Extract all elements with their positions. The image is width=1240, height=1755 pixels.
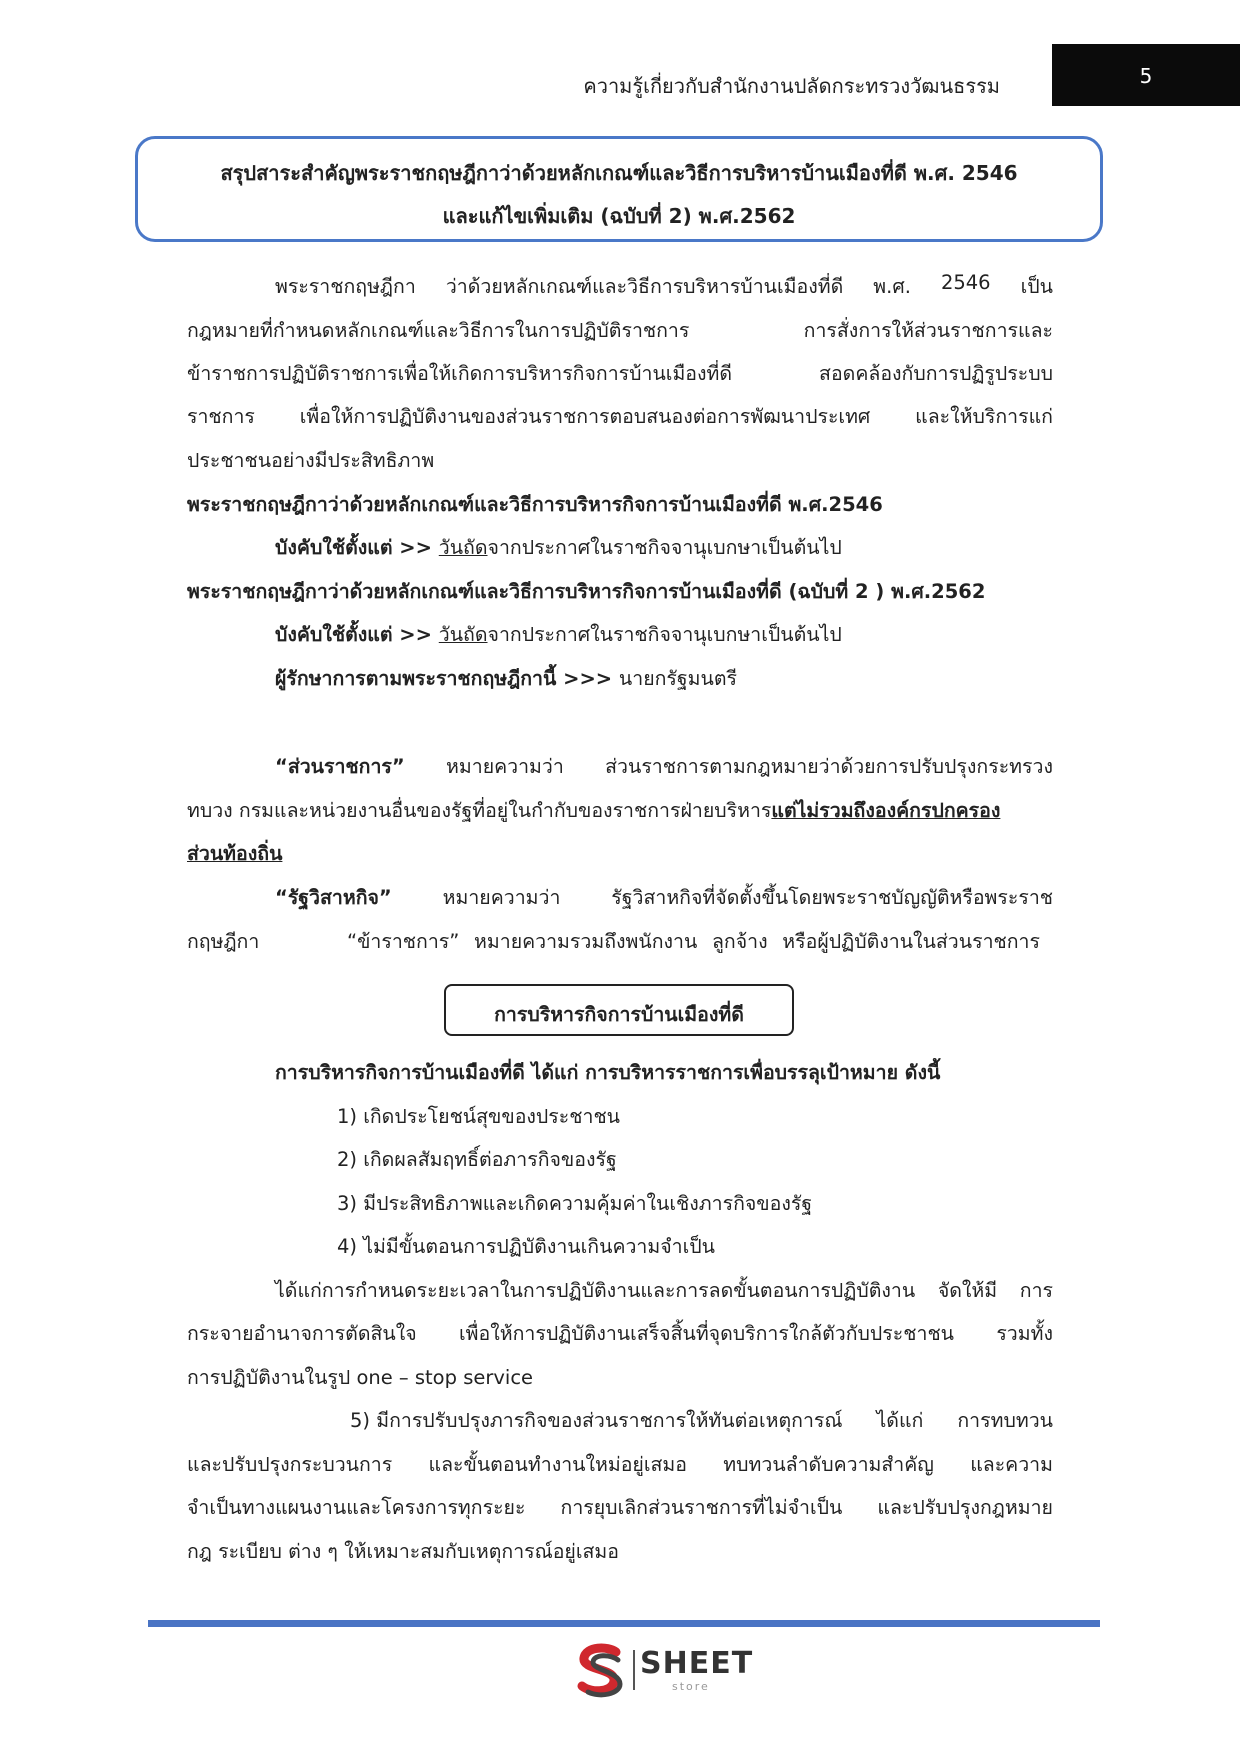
definition-2-line-1: “รัฐวิสาหกิจ” หมายความว่า รัฐวิสาหกิจที่จัดตั้งขึ้นโดยพระราชบัญญัติหรือพระราช: [275, 886, 1053, 909]
list-item: 1) เกิดประโยชน์สุขของประชาชน: [337, 1105, 621, 1128]
title-line-1: สรุปสาระสำคัญพระราชกฤษฎีกาว่าด้วยหลักเกณฑ์และวิธีการบริหารบ้านเมืองที่ดี พ.ศ. 2546: [220, 161, 1018, 185]
page-number: 5: [1139, 64, 1153, 88]
definition-1-line-2: ทบวง กรมและหน่วยงานอื่นของรัฐที่อยู่ในกำกับของราชการฝ่ายบริหารแต่ไม่รวมถึงองค์กรปกครอง: [187, 799, 1001, 822]
sheet-store-logo-icon: [572, 1642, 630, 1700]
decree2-effective: บังคับใช้ตั้งแต่ >> วันถัดจากประกาศในราชกิจจานุเบกษาเป็นต้นไป: [275, 623, 842, 646]
footer-rule: [148, 1620, 1100, 1627]
logo-separator: [633, 1650, 635, 1690]
item-5-line-4: กฎ ระเบียบ ต่าง ๆ ให้เหมาะสมกับเหตุการณ์อยู่เสมอ: [187, 1540, 619, 1563]
definition-1-line-3: ส่วนท้องถิ่น: [187, 842, 283, 865]
definition-2-line-2: กฤษฎีกา: [187, 930, 260, 953]
definition-1-line-1: “ส่วนราชการ” หมายความว่า ส่วนราชการตามกฎหมายว่าด้วยการปรับปรุงกระทรวง: [275, 755, 1053, 778]
item-5-line-3: จำเป็นทางแผนงานและโครงการทุกระยะ การยุบเลิกส่วนราชการที่ไม่จำเป็น และปรับปรุงกฎหมาย: [187, 1496, 1053, 1519]
intro-line-3: ข้าราชการปฏิบัติราชการเพื่อให้เกิดการบริหารกิจการบ้านเมืองที่ดี สอดคล้องกับการปฏิรูประบบ: [187, 362, 1053, 385]
logo-text: SHEET: [640, 1646, 754, 1681]
list-item: 3) มีประสิทธิภาพและเกิดความคุ้มค่าในเชิงภารกิจของรัฐ: [337, 1192, 813, 1215]
list-item: 4) ไม่มีขั้นตอนการปฏิบัติงานเกินความจำเป็น: [337, 1235, 715, 1258]
item-5-line-1: 5) มีการปรับปรุงภารกิจของส่วนราชการให้ทันต่อเหตุการณ์ ได้แก่ การทบทวน: [350, 1409, 1053, 1432]
intro-line-4: ราชการ เพื่อให้การปฏิบัติงานของส่วนราชการตอบสนองต่อการพัฒนาประเทศ และให้บริการแก่: [187, 405, 1053, 428]
running-header: ความรู้เกี่ยวกับสำนักงานปลัดกระทรวงวัฒนธรรม: [583, 74, 1000, 98]
intro-line-2: กฎหมายที่กำหนดหลักเกณฑ์และวิธีการในการปฏิบัติราชการ การสั่งการให้ส่วนราชการและ: [187, 319, 1053, 342]
paragraph-4-line-3: การปฏิบัติงานในรูป one – stop service: [187, 1366, 534, 1389]
definition-3: “ข้าราชการ” หมายความรวมถึงพนักงาน ลูกจ้าง หรือผู้ปฏิบัติงานในส่วนราชการ: [347, 930, 1040, 953]
paragraph-4-line-1: ได้แก่การกำหนดระยะเวลาในการปฏิบัติงานและการลดขั้นตอนการปฏิบัติงาน จัดให้มี การ: [275, 1279, 1053, 1302]
decree2-heading: พระราชกฤษฎีกาว่าด้วยหลักเกณฑ์และวิธีการบริหารกิจการบ้านเมืองที่ดี (ฉบับที่ 2 ) พ.ศ.2562: [187, 580, 986, 603]
section-lead: การบริหารกิจการบ้านเมืองที่ดี ได้แก่ การบริหารราชการเพื่อบรรลุเป้าหมาย ดังนี้: [275, 1061, 941, 1084]
title-line-2: และแก้ไขเพิ่มเติม (ฉบับที่ 2) พ.ศ.2562: [442, 204, 796, 228]
section-title: การบริหารกิจการบ้านเมืองที่ดี: [494, 1003, 744, 1026]
logo-subtext: store: [672, 1680, 710, 1693]
list-item: 2) เกิดผลสัมฤทธิ์ต่อภารกิจของรัฐ: [337, 1148, 617, 1171]
decree1-effective: บังคับใช้ตั้งแต่ >> วันถัดจากประกาศในราชกิจจานุเบกษาเป็นต้นไป: [275, 536, 842, 559]
decree2-caretaker: ผู้รักษาการตามพระราชกฤษฎีกานี้ >>> นายกรัฐมนตรี: [275, 667, 737, 690]
intro-line-1: พระราชกฤษฎีกา ว่าด้วยหลักเกณฑ์และวิธีการบริหารบ้านเมืองที่ดี พ.ศ. 2546 เป็น: [275, 271, 1053, 298]
paragraph-4-line-2: กระจายอำนาจการตัดสินใจ เพื่อให้การปฏิบัติงานเสร็จสิ้นที่จุดบริการใกล้ตัวกับประชาชน รวมทั้ง: [187, 1322, 1053, 1345]
decree1-heading: พระราชกฤษฎีกาว่าด้วยหลักเกณฑ์และวิธีการบริหารกิจการบ้านเมืองที่ดี พ.ศ.2546: [187, 493, 883, 516]
item-5-line-2: และปรับปรุงกระบวนการ และขั้นตอนทำงานใหม่อยู่เสมอ ทบทวนลำดับความสำคัญ และความ: [187, 1453, 1053, 1476]
intro-line-5: ประชาชนอย่างมีประสิทธิภาพ: [187, 449, 435, 472]
